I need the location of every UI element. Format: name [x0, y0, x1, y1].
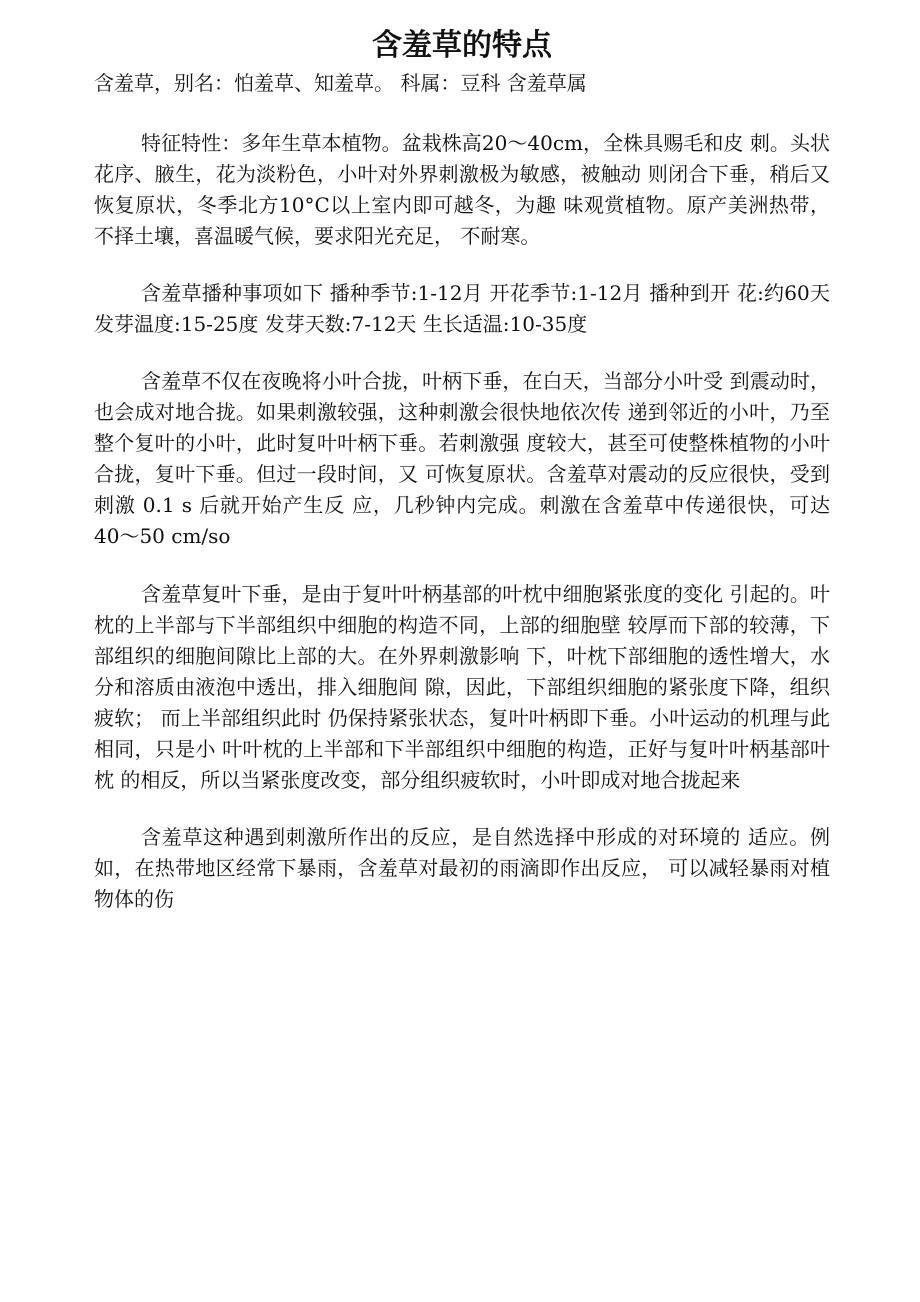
page-title: 含羞草的特点	[372, 28, 552, 63]
paragraph-sowing: 含羞草播种事项如下 播种季节:1-12月 开花季节:1-12月 播种到开 花:约60天 发芽温度:15-25度 发芽天数:7-12天 生长适温:10-35度	[94, 281, 830, 336]
subtitle-line: 含羞草，别名：怕羞草、知羞草。 科属：豆科 含羞草属	[94, 71, 587, 95]
document-page	[94, 26, 830, 915]
paragraph-characteristics: 特征特性：多年生草本植物。盆栽株高20〜40cm，全株具赐毛和皮 刺。头状花序、腋生，花为淡粉色，小叶对外界刺激极为敏感，被触动 则闭合下垂，稍后又恢复原状，冬季北方10°C以上室内即可越冬，为趣 味观赏植物。原产美洲热带，不择土壤，喜温暖气候，要求阳光充足， 不耐寒。	[94, 131, 830, 248]
paragraph-leaf-closing: 含羞草不仅在夜晚将小叶合拢，叶柄下垂，在白天，当部分小叶受 到震动时，也会成对地合拢。如果刺激较强，这种刺激会很快地依次传 递到邻近的小叶，乃至整个复叶的小叶，此时复叶叶柄下垂。若刺激强 度较大，甚至可使整株植物的小叶合拢，复叶下垂。但过一段时间，又 可恢复原状。含羞草对震动的反应很快，受到刺激 0.1 s 后就开始产生反 应，几秒钟内完成。刺激在含羞草中传递很快，可达40〜50 cm/so	[94, 369, 830, 548]
paragraph-adaptation: 含羞草这种遇到刺激所作出的反应，是自然选择中形成的对环境的 适应。例如，在热带地区经常下暴雨，含羞草对最初的雨滴即作出反应， 可以减轻暴雨对植物体的伤	[94, 825, 830, 911]
paragraph-mechanism: 含羞草复叶下垂，是由于复叶叶柄基部的叶枕中细胞紧张度的变化 引起的。叶枕的上半部与下半部组织中细胞的构造不同，上部的细胞壁 较厚而下部的较薄，下部组织的细胞间隙比上部的大。在外界刺激影响 下，叶枕下部细胞的透性增大，水分和溶质由液泡中透出，排入细胞间 隙，因此，下部组织细胞的紧张度下降，组织疲软； 而上半部组织此时 仍保持紧张状态，复叶叶柄即下垂。小叶运动的机理与此相同，只是小 叶叶枕的上半部和下半部组织中细胞的构造，正好与复叶叶柄基部叶枕 的相反，所以当紧张度改变，部分组织疲软时，小叶即成对地合拢起来	[94, 582, 830, 792]
